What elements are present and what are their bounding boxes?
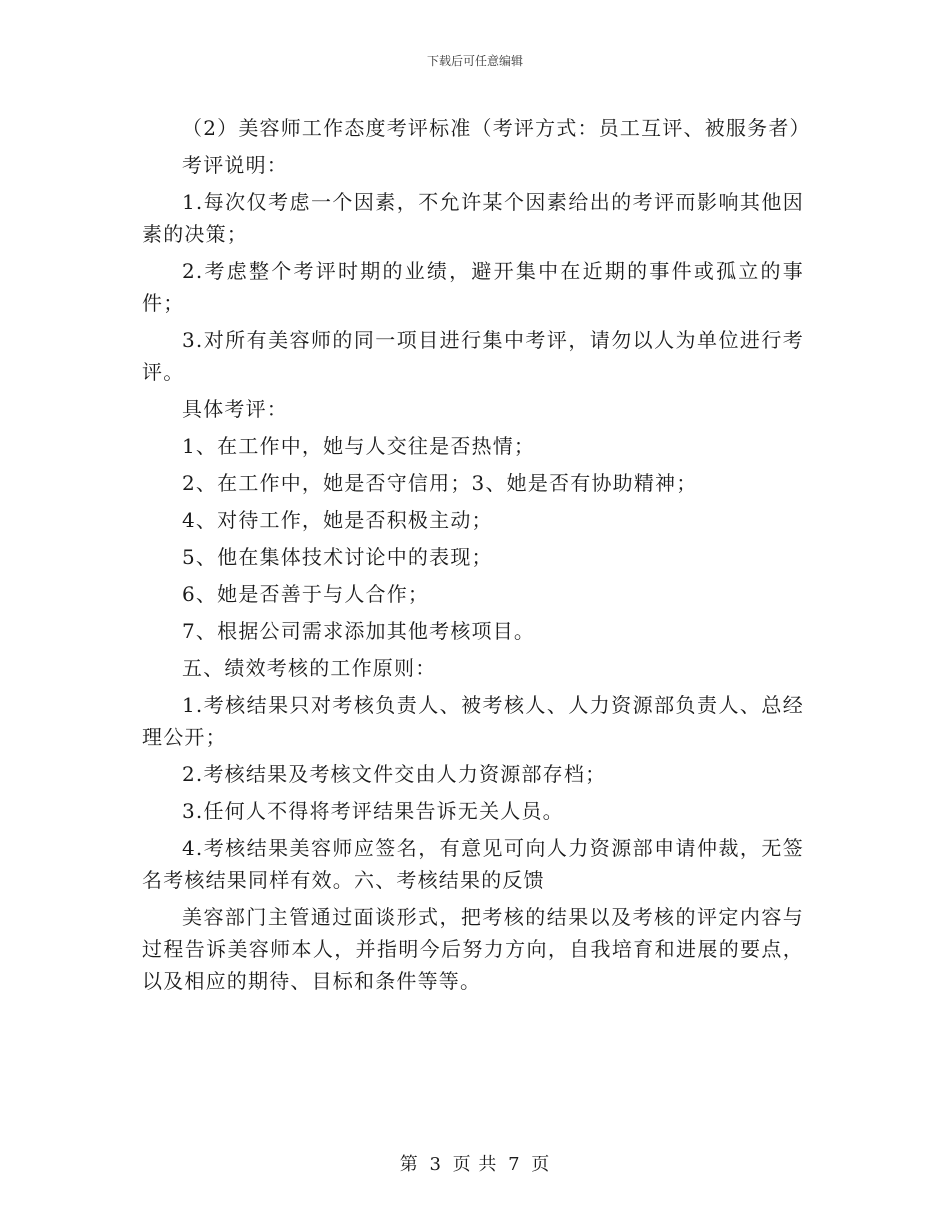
paragraph-evaluation-notes-title: 考评说明： bbox=[182, 153, 288, 177]
footer-suffix: 页 bbox=[531, 1154, 551, 1175]
paragraph-note-1: 1.每次仅考虑一个因素，不允许某个因素给出的考评而影响其他因素的决策； bbox=[142, 190, 804, 246]
paragraph-note-2: 2.考虑整个考评时期的业绩，避开集中在近期的事件或孤立的事件； bbox=[142, 259, 804, 315]
paragraph-specific-evaluation-title: 具体考评： bbox=[182, 397, 288, 421]
footer-prefix: 第 bbox=[399, 1154, 419, 1175]
paragraph-heading-attitude-standard: （2）美容师工作态度考评标准（考评方式：员工互评、被服务者） bbox=[182, 116, 811, 140]
paragraph-item-4: 4、对待工作，她是否积极主动； bbox=[182, 508, 493, 532]
footer-total-pages: 7 bbox=[508, 1154, 521, 1175]
paragraph-note-3: 3.对所有美容师的同一项目进行集中考评，请勿以人为单位进行考评。 bbox=[142, 328, 804, 384]
paragraph-feedback: 美容部门主管通过面谈形式，把考核的结果以及考核的评定内容与过程告诉美容师本人，并指明今后努力方向，自我培育和进展的要点，以及相应的期待、目标和条件等等。 bbox=[142, 905, 804, 993]
page-footer bbox=[0, 1153, 950, 1177]
footer-middle: 页 共 bbox=[452, 1154, 498, 1175]
paragraph-principle-4: 4.考核结果美容师应签名，有意见可向人力资源部申请仲裁，无签名考核结果同样有效。六、考核结果的反馈 bbox=[142, 836, 804, 892]
paragraph-item-2-3: 2、在工作中，她是否守信用；3、她是否有协助精神； bbox=[182, 471, 698, 495]
footer-current-page: 3 bbox=[429, 1154, 442, 1175]
paragraph-item-1: 1、在工作中，她与人交往是否热情； bbox=[182, 434, 536, 458]
paragraph-section-five-title: 五、绩效考核的工作原则： bbox=[182, 656, 437, 680]
paragraph-principle-1: 1.考核结果只对考核负责人、被考核人、人力资源部负责人、总经理公开； bbox=[142, 693, 804, 749]
paragraph-item-7: 7、根据公司需求添加其他考核项目。 bbox=[182, 619, 536, 643]
paragraph-item-5: 5、他在集体技术讨论中的表现； bbox=[182, 545, 493, 569]
page-header: 下载后可任意编辑 bbox=[426, 54, 523, 68]
paragraph-item-6: 6、她是否善于与人合作； bbox=[182, 582, 430, 606]
paragraph-principle-2: 2.考核结果及考核文件交由人力资源部存档； bbox=[182, 762, 607, 786]
paragraph-principle-3: 3.任何人不得将考评结果告诉无关人员。 bbox=[182, 799, 564, 823]
document-body bbox=[142, 112, 811, 1002]
